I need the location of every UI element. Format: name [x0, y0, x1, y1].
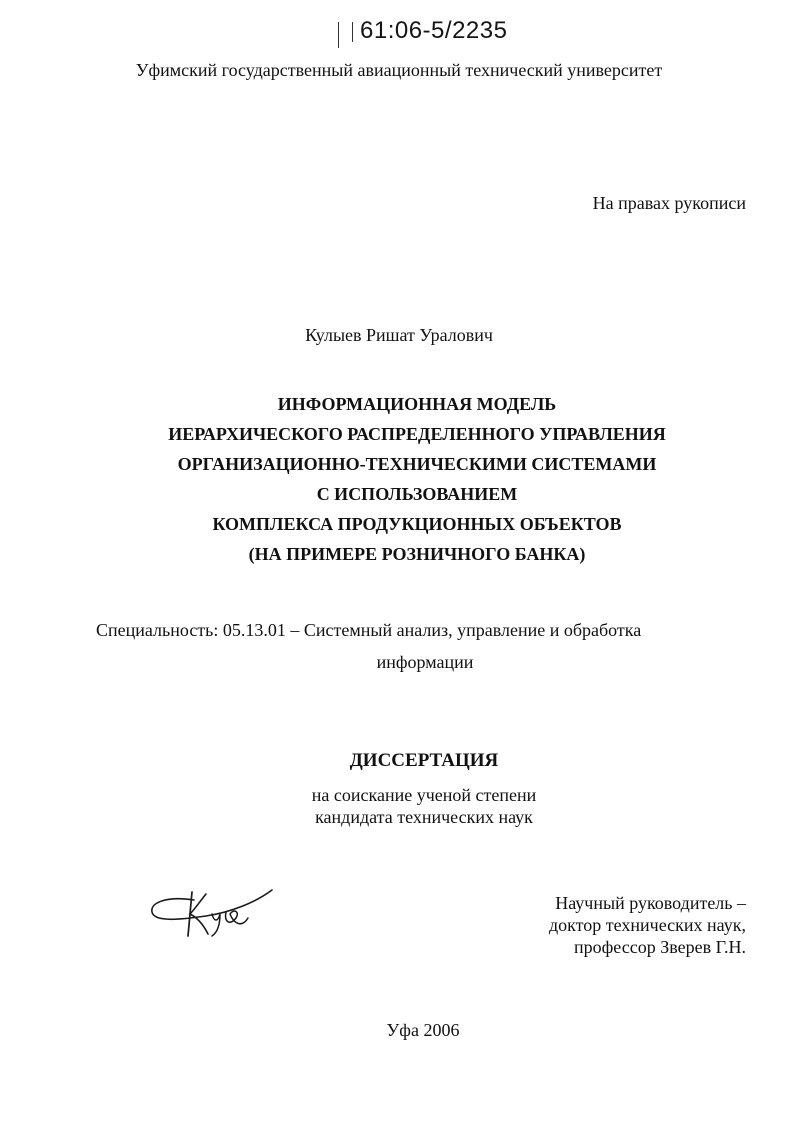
manuscript-rights-note: На правах рукописи: [592, 193, 746, 213]
title-line: (НА ПРИМЕРЕ РОЗНИЧНОГО БАНКА): [248, 544, 586, 564]
specialty-line-continued: информации: [376, 652, 474, 672]
title-line: КОМПЛЕКСА ПРОДУКЦИОННЫХ ОБЪЕКТОВ: [212, 514, 622, 534]
university-name: Уфимский государственный авиационный технический университет: [135, 60, 663, 80]
document-type-heading: ДИССЕРТАЦИЯ: [349, 750, 499, 771]
supervisor-line: Научный руководитель –: [555, 893, 746, 913]
scan-mark-right: [352, 22, 353, 42]
title-line: ИНФОРМАЦИОННАЯ МОДЕЛЬ: [277, 394, 557, 414]
city-and-year: Уфа 2006: [386, 1020, 460, 1040]
supervisor-line: доктор технических наук,: [549, 915, 746, 935]
author-name: Кулыев Ришат Уралович: [305, 325, 493, 345]
degree-statement: [0, 784, 798, 828]
title-line: ИЕРАРХИЧЕСКОГО РАСПРЕДЕЛЕННОГО УПРАВЛЕНИЯ: [168, 424, 666, 444]
archive-stamp-number: 61:06-5/2235: [360, 17, 508, 44]
specialty-line: Специальность: 05.13.01 – Системный анализ, управление и обработка: [96, 620, 642, 640]
degree-line: на соискание ученой степени: [311, 785, 537, 805]
handwritten-signature: [148, 878, 280, 948]
scan-mark-left: [338, 22, 339, 48]
title-line: ОРГАНИЗАЦИОННО-ТЕХНИЧЕСКИМИ СИСТЕМАМИ: [177, 454, 657, 474]
scientific-supervisor: [549, 892, 746, 958]
title-line: С ИСПОЛЬЗОВАНИЕМ: [316, 484, 518, 504]
supervisor-line: профессор Зверев Г.Н.: [574, 937, 746, 957]
thesis-title: [0, 389, 798, 569]
degree-line: кандидата технических наук: [315, 807, 533, 827]
